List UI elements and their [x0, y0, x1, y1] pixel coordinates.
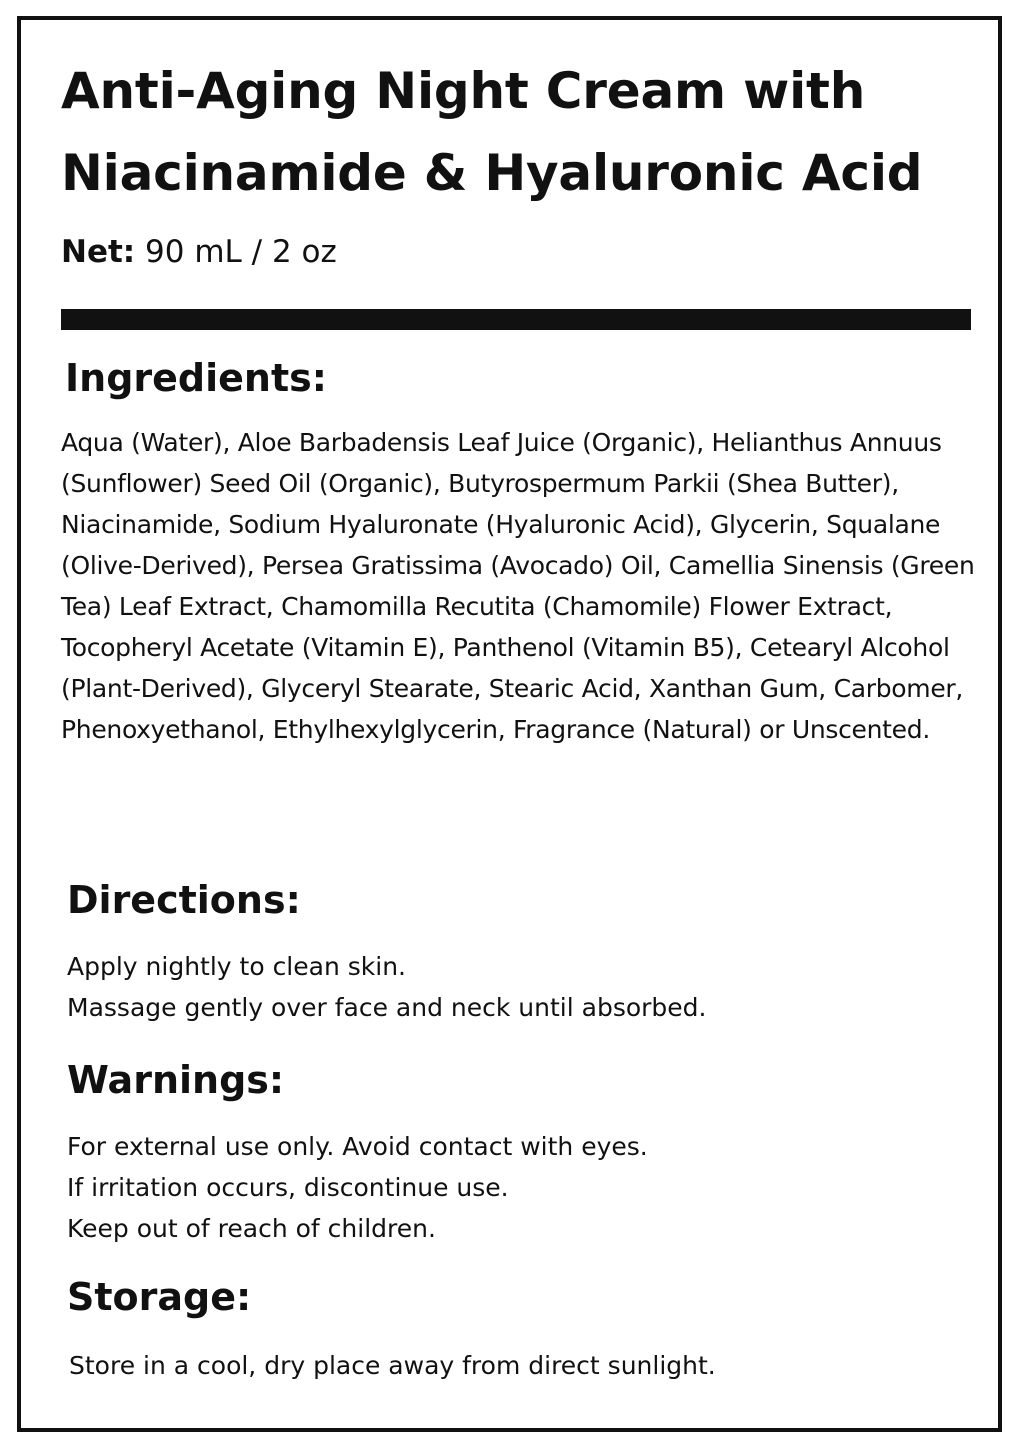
warnings-line: If irritation occurs, discontinue use.: [67, 1173, 509, 1202]
net-label: Net:: [61, 234, 136, 270]
directions-heading: Directions:: [67, 878, 301, 922]
storage-heading: Storage:: [67, 1275, 252, 1319]
storage-line: Store in a cool, dry place away from direct sunlight.: [69, 1351, 716, 1380]
directions-line: Massage gently over face and neck until absorbed.: [67, 993, 707, 1022]
warnings-list: [67, 1126, 648, 1249]
directions-line: Apply nightly to clean skin.: [67, 952, 406, 981]
directions-list: [67, 946, 707, 1028]
product-title: Anti-Aging Night Cream with Niacinamide & Hyaluronic Acid: [61, 62, 923, 202]
section-divider: [61, 309, 971, 330]
warnings-line: For external use only. Avoid contact with eyes.: [67, 1132, 648, 1161]
label-frame: [17, 16, 1002, 1432]
warnings-heading: Warnings:: [67, 1058, 285, 1102]
warnings-line: Keep out of reach of children.: [67, 1214, 436, 1243]
ingredients-heading: Ingredients:: [65, 356, 327, 400]
ingredients-list: Aqua (Water), Aloe Barbadensis Leaf Juice (Organic), Helianthus Annuus (Sunflower) Seed Oil (Organic), Butyrospermum Parkii (Shea Butter), Niacinamide, Sodium Hyaluronate (Hyaluronic Acid), Glycerin, Squalane (Olive-Derived), Persea Gratissima (Avocado) Oil, Camellia Sinensis (Green Tea) Leaf Extract, Chamomilla Recutita (Chamomile) Flower Extract, Tocopheryl Acetate (Vitamin E), Panthenol (Vitamin B5), Cetearyl Alcohol (Plant-Derived), Glyceryl Stearate, Stearic Acid, Xanthan Gum, Carbomer, Phenoxyethanol, Ethylhexylglycerin, Fragrance (Natural) or Unscented.: [61, 428, 975, 744]
net-contents: [61, 230, 337, 274]
storage-list: [69, 1345, 716, 1386]
net-value: 90 mL / 2 oz: [145, 234, 337, 270]
